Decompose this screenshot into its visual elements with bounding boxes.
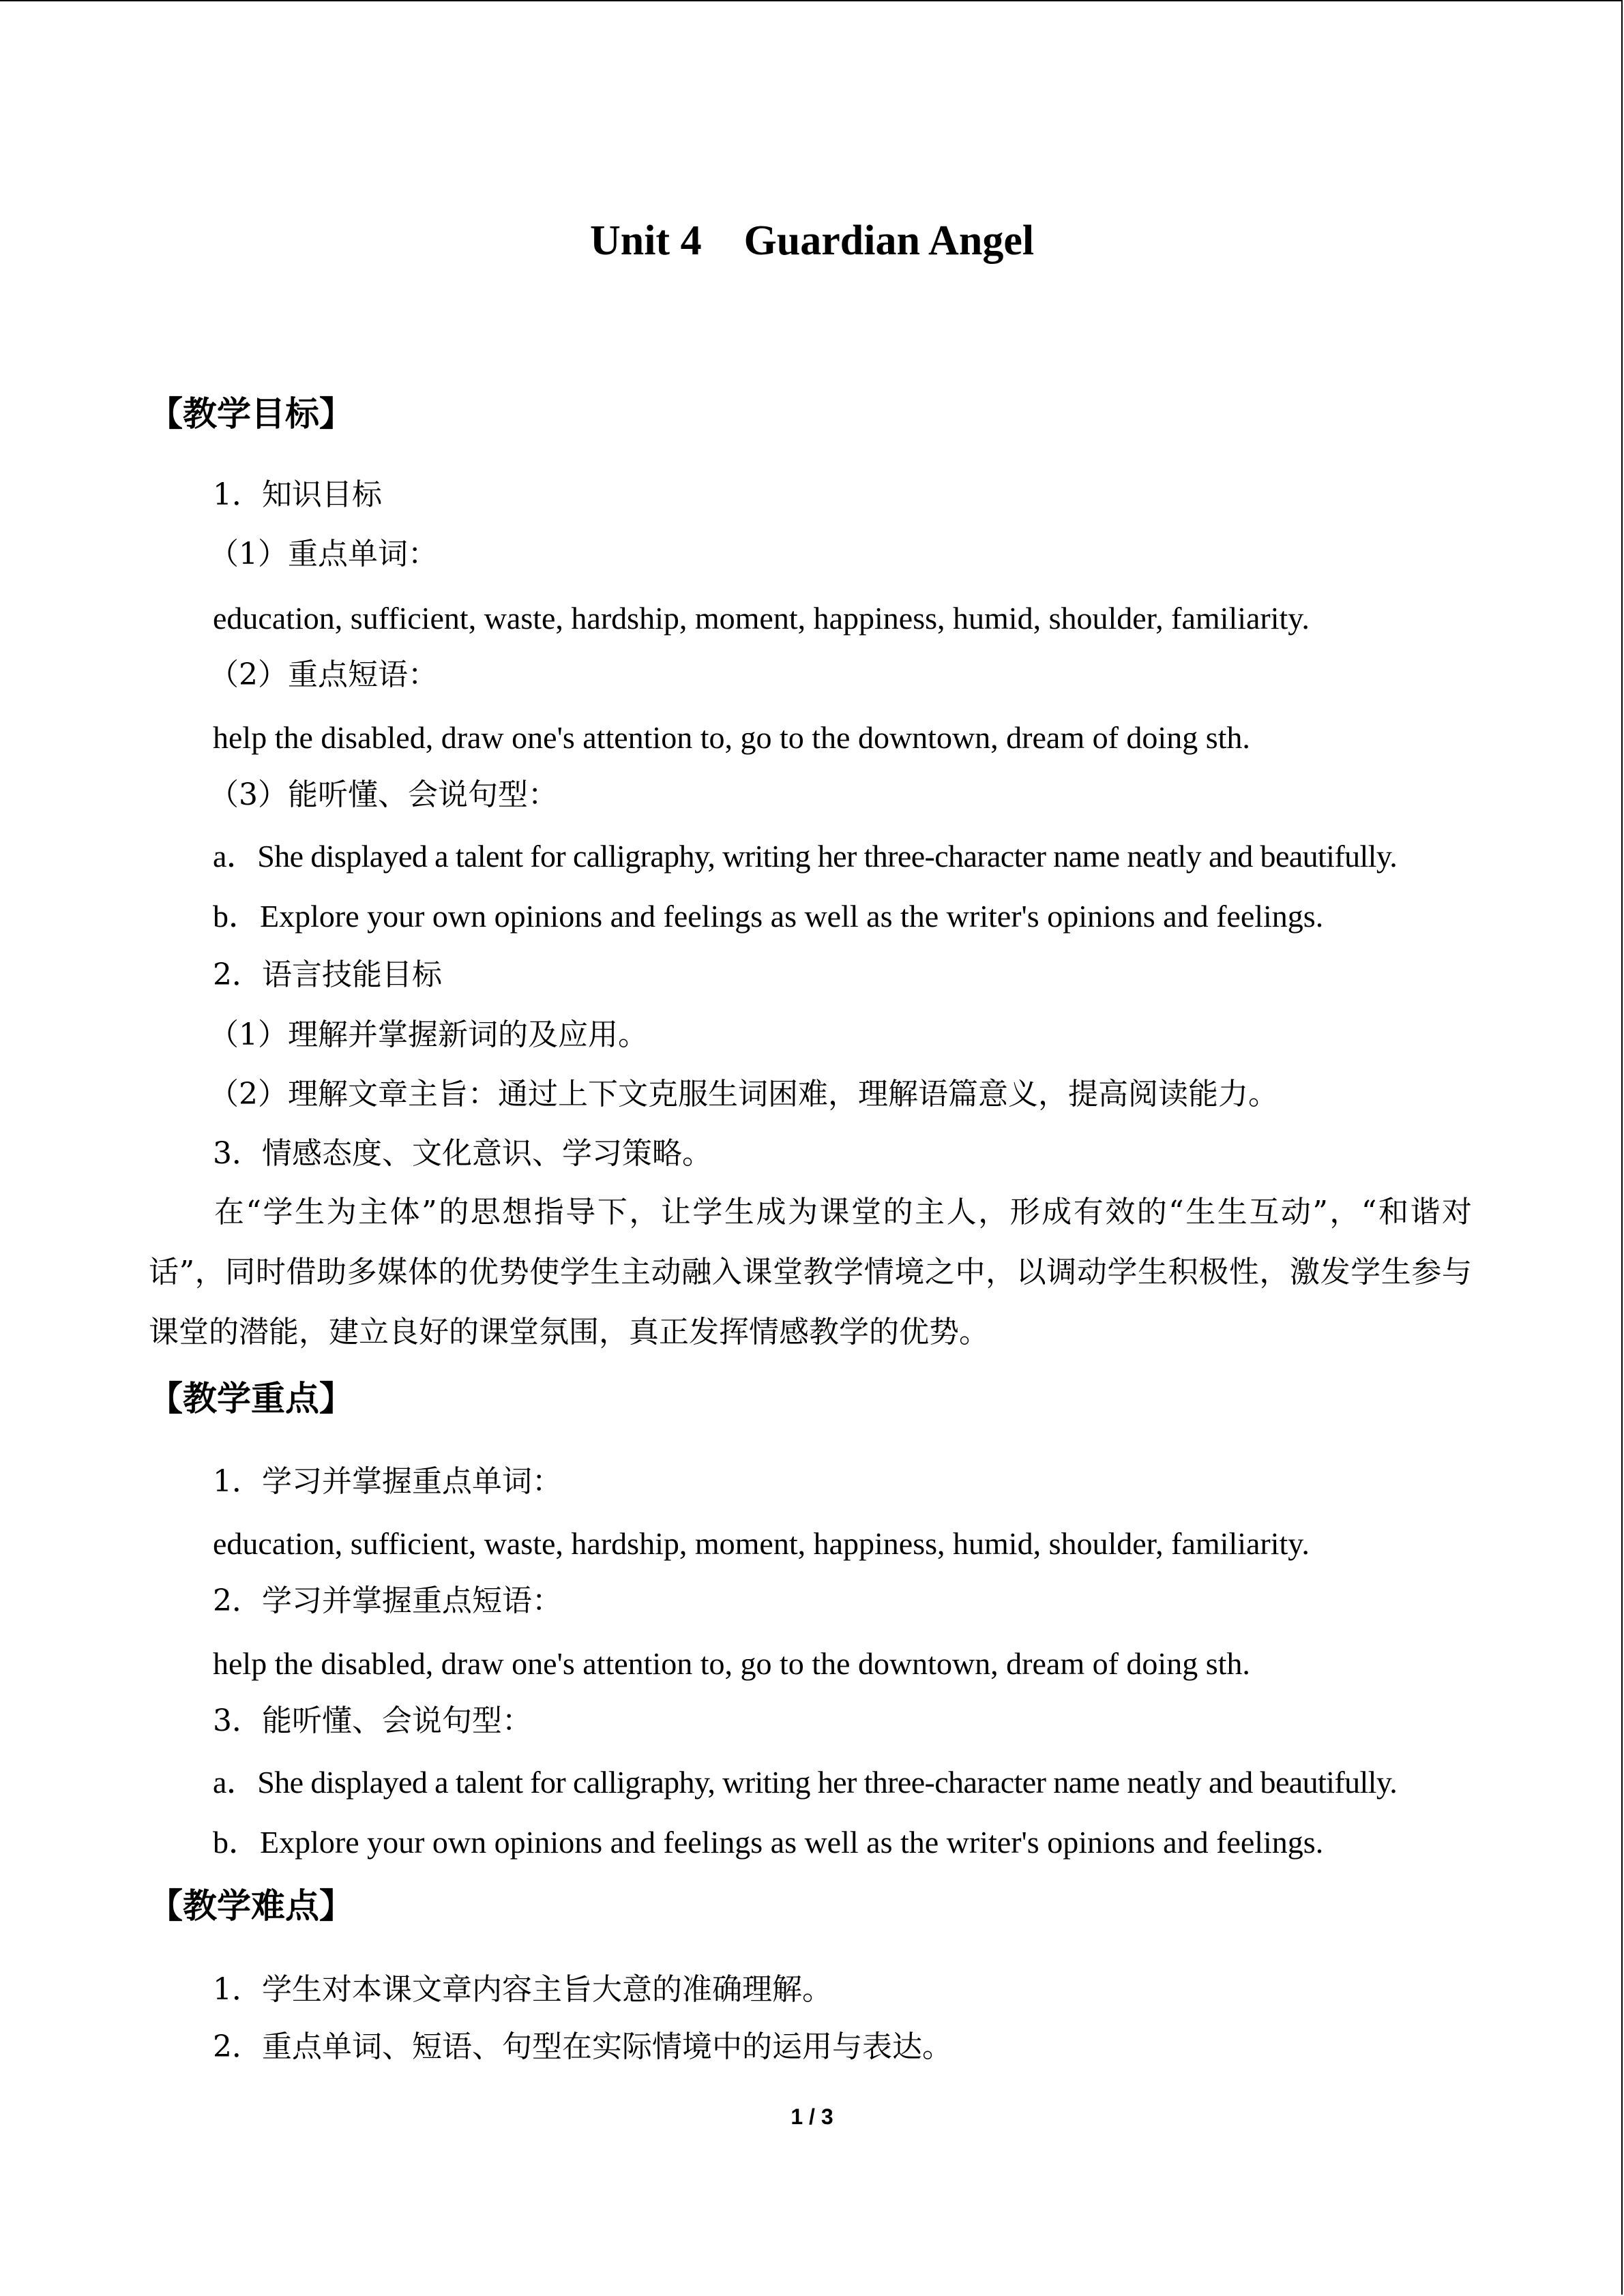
objective-1-sub1-label: （1）重点单词：	[209, 537, 438, 571]
focus-3-title: 3．能听懂、会说句型：	[213, 1703, 532, 1738]
focus-3-sentence-a: a．She displayed a talent for calligraphy, writing her three-character name neatly and beautifully.	[213, 1765, 1398, 1800]
objective-2-sub2: （2）理解文章主旨：通过上下文克服生词困难，理解语篇意义，提高阅读能力。	[209, 1077, 1278, 1112]
section-heading-teaching-focus: 【教学重点】	[149, 1379, 353, 1418]
objective-1-sub2-label: （2）重点短语：	[209, 657, 438, 692]
objective-2-sub1: （1）理解并掌握新词的及应用。	[209, 1017, 648, 1052]
objective-3-paragraph: 在“学生为主体”的思想指导下，让学生成为课堂的主人，形成有效的“生生互动”，“和谐对话”，同时借助多媒体的优势使学生主动融入课堂教学情境之中，以调动学生积极性，激发学生参与课堂的潜能，建立良好的课堂氛围，真正发挥情感教学的优势。	[149, 1195, 1472, 1350]
difficulty-2: 2．重点单词、短语、句型在实际情境中的运用与表达。	[213, 2029, 952, 2064]
section-heading-teaching-objectives: 【教学目标】	[149, 394, 353, 434]
document-title: Unit 4 Guardian Angel	[589, 218, 1035, 264]
focus-1-key-words: education, sufficient, waste, hardship, moment, happiness, humid, shoulder, familiarity.	[213, 1526, 1310, 1561]
objective-1-key-words: education, sufficient, waste, hardship, moment, happiness, humid, shoulder, familiarity.	[213, 601, 1310, 636]
objective-1-sub3-label: （3）能听懂、会说句型：	[209, 777, 558, 812]
page-number: 1 / 3	[791, 2104, 833, 2129]
focus-2-key-phrases: help the disabled, draw one's attention to, go to the downtown, dream of doing sth.	[213, 1646, 1250, 1681]
objective-1-key-phrases: help the disabled, draw one's attention to, go to the downtown, dream of doing sth.	[213, 720, 1250, 755]
objective-2-title: 2．语言技能目标	[213, 957, 442, 992]
objective-3-title: 3．情感态度、文化意识、学习策略。	[213, 1136, 712, 1171]
focus-3-sentence-b: b．Explore your own opinions and feelings as well as the writer's opinions and feelings.	[213, 1825, 1324, 1860]
objective-1-sentence-a: a．She displayed a talent for calligraphy, writing her three-character name neatly and beautifully.	[213, 839, 1398, 874]
difficulty-1: 1．学生对本课文章内容主旨大意的准确理解。	[213, 1972, 832, 2007]
focus-1-title: 1．学习并掌握重点单词：	[213, 1464, 562, 1499]
objective-1-title: 1．知识目标	[213, 477, 382, 512]
section-heading-teaching-difficulties: 【教学难点】	[149, 1886, 353, 1926]
focus-2-title: 2．学习并掌握重点短语：	[213, 1583, 562, 1618]
objective-1-sentence-b: b．Explore your own opinions and feelings as well as the writer's opinions and feelings.	[213, 899, 1324, 934]
